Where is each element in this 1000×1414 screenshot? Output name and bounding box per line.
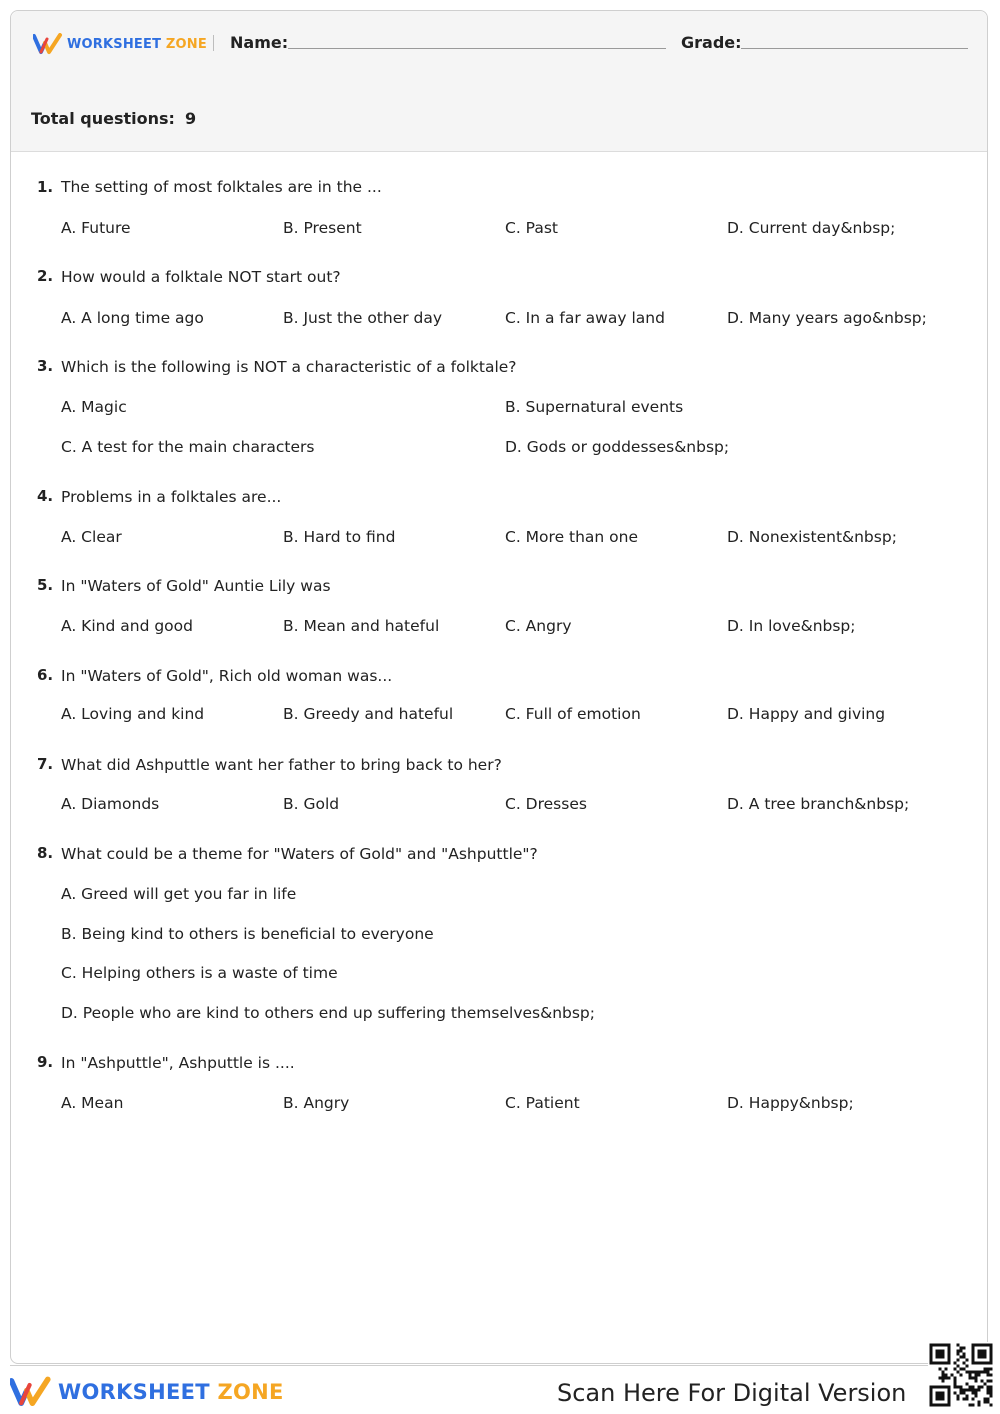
answer-option[interactable]: A. Kind and good [61, 617, 193, 635]
question-text: The setting of most folktales are in the ... [61, 178, 382, 196]
answer-option[interactable]: B. Present [283, 219, 362, 237]
worksheet-zone-logo [33, 33, 207, 55]
header-separator [213, 35, 214, 51]
question-number: 3. [37, 357, 54, 375]
answer-option[interactable]: B. Being kind to others is beneficial to everyone [61, 925, 434, 943]
qr-code-icon[interactable] [928, 1342, 994, 1408]
grade-field[interactable] [741, 48, 968, 49]
answer-option[interactable]: C. In a far away land [505, 309, 665, 327]
name-label: Name: [230, 33, 289, 52]
answer-option[interactable]: A. Magic [61, 398, 127, 416]
answer-option[interactable]: C. Past [505, 219, 558, 237]
question-text: Problems in a folktales are... [61, 488, 282, 506]
question-number: 1. [37, 178, 54, 196]
answer-option[interactable]: A. Clear [61, 528, 122, 546]
answer-option[interactable]: B. Greedy and hateful [283, 705, 454, 723]
answer-option[interactable]: D. A tree branch&nbsp; [727, 795, 910, 813]
answer-option[interactable]: C. Dresses [505, 795, 587, 813]
grade-label: Grade: [681, 33, 742, 52]
worksheet-header [11, 11, 987, 152]
total-questions-label: Total questions: [31, 109, 175, 128]
answer-option[interactable]: B. Supernatural events [505, 398, 684, 416]
question-number: 9. [37, 1053, 54, 1071]
answer-option[interactable]: D. Happy and giving [727, 705, 886, 723]
answer-option[interactable]: B. Just the other day [283, 309, 443, 327]
name-field[interactable] [288, 48, 666, 49]
answer-option[interactable]: D. Current day&nbsp; [727, 219, 896, 237]
answer-option[interactable]: C. A test for the main characters [61, 438, 315, 456]
question-text: How would a folktale NOT start out? [61, 268, 341, 286]
answer-option[interactable]: D. Many years ago&nbsp; [727, 309, 927, 327]
total-questions [31, 109, 196, 128]
worksheet-sheet [10, 10, 988, 1364]
logo-text: WORKSHEET ZONE [67, 36, 207, 52]
answer-option[interactable]: C. Angry [505, 617, 572, 635]
answer-option[interactable]: D. Nonexistent&nbsp; [727, 528, 897, 546]
scan-caption: Scan Here For Digital Version [557, 1379, 907, 1407]
total-questions-value: 9 [184, 109, 197, 128]
question-text: In "Waters of Gold" Auntie Lily was [61, 577, 331, 595]
question-number: 5. [37, 576, 54, 594]
answer-option[interactable]: A. Diamonds [61, 795, 160, 813]
answer-option[interactable]: D. Happy&nbsp; [727, 1094, 854, 1112]
question-text: What did Ashputtle want her father to bring back to her? [61, 756, 502, 774]
answer-option[interactable]: C. More than one [505, 528, 639, 546]
answer-option[interactable]: C. Patient [505, 1094, 580, 1112]
answer-option[interactable]: B. Gold [283, 795, 340, 813]
answer-option[interactable]: A. Mean [61, 1094, 124, 1112]
answer-option[interactable]: A. Future [61, 219, 131, 237]
question-number: 7. [37, 755, 54, 773]
question-number: 8. [37, 844, 54, 862]
answer-option[interactable]: A. A long time ago [61, 309, 204, 327]
answer-option[interactable]: A. Loving and kind [61, 705, 205, 723]
answer-option[interactable]: B. Mean and hateful [283, 617, 440, 635]
question-text: In "Waters of Gold", Rich old woman was... [61, 667, 393, 685]
question-number: 4. [37, 487, 54, 505]
answer-option[interactable]: D. In love&nbsp; [727, 617, 856, 635]
footer-logo [10, 1375, 284, 1409]
answer-option[interactable]: A. Greed will get you far in life [61, 885, 297, 903]
question-number: 6. [37, 666, 54, 684]
answer-option[interactable]: B. Hard to find [283, 528, 396, 546]
footer-logo-text: WORKSHEET ZONE [58, 1380, 284, 1404]
footer-divider [10, 1365, 988, 1366]
answer-option[interactable]: C. Helping others is a waste of time [61, 964, 338, 982]
answer-option[interactable]: D. People who are kind to others end up suffering themselves&nbsp; [61, 1004, 595, 1022]
logo-w-icon [33, 33, 63, 55]
answer-option[interactable]: D. Gods or goddesses&nbsp; [505, 438, 730, 456]
question-text: What could be a theme for "Waters of Gold" and "Ashputtle"? [61, 845, 538, 863]
question-text: In "Ashputtle", Ashputtle is .... [61, 1054, 295, 1072]
question-number: 2. [37, 267, 54, 285]
question-text: Which is the following is NOT a characteristic of a folktale? [61, 358, 517, 376]
logo-w-icon [10, 1375, 52, 1409]
answer-option[interactable]: C. Full of emotion [505, 705, 641, 723]
answer-option[interactable]: B. Angry [283, 1094, 350, 1112]
